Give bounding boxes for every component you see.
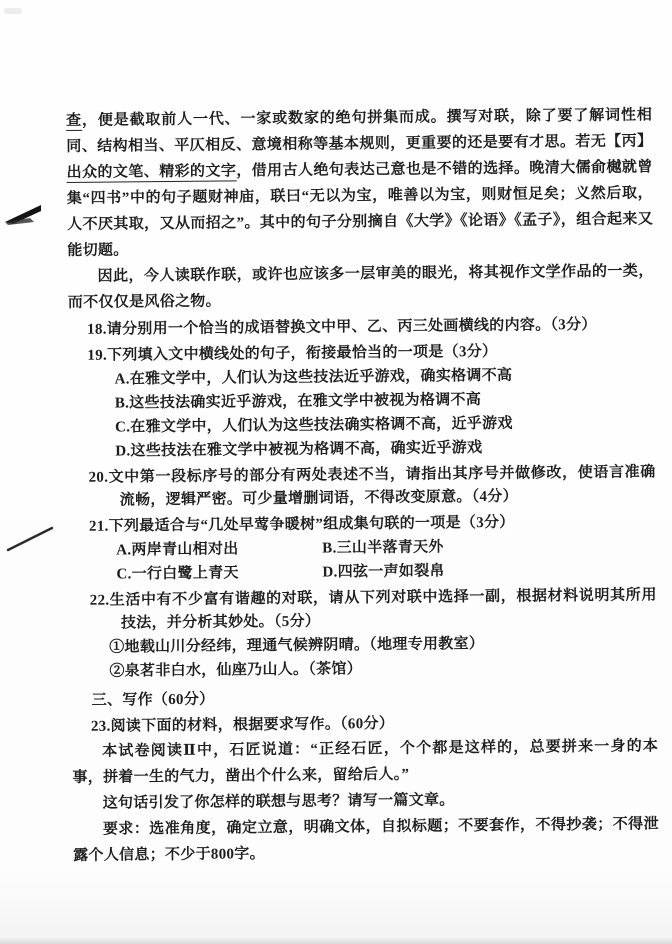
scan-artifact-corner-speck (4, 8, 22, 14)
scan-bottom-shadow (0, 937, 672, 944)
section-3-heading: 三、写作（60分） (91, 691, 215, 709)
question-21-option-a: A.两岸青山相对出 (116, 541, 239, 559)
question-23-stem: 23.阅读下面的材料，根据要求写作。（60分） (90, 715, 395, 735)
question-19-option-c: C.在雅文学中，人们认为这些技法确实格调不高，近乎游戏 (114, 415, 513, 436)
question-23-requirements: 要求：选准角度，确定立意，明确文体，自拟标题；不要套作，不得抄袭；不得泄露个人信息；不少于800字。 (73, 816, 659, 864)
question-19-option-a: A.在雅文学中，人们认为这些技法近乎游戏，确实格调不高 (114, 367, 513, 388)
question-21-options-row-2 (70, 558, 656, 587)
question-21-option-c: C.一行白鹭上青天 (116, 565, 239, 583)
exam-text-column (66, 102, 659, 869)
scan-artifact-stroke (0, 524, 60, 554)
question-22-couplet-1: ①地载山川分经纬，理通气候辨阴晴。（地理专用教室） (109, 636, 485, 656)
continuation-paragraph (66, 102, 653, 264)
question-19-option-b: B.这些技法确实近乎游戏，在雅文学中被视为格调不高 (114, 392, 482, 412)
question-22-stem: 22.生活中有不少富有谐趣的对联，请从下列对联中选择一副，根据材料说明其所用技法，并分析其妙处。（5分） (89, 587, 657, 632)
scan-artifact-wedge (0, 196, 46, 230)
question-21-option-b: B.三山半落青天外 (322, 539, 444, 557)
question-23-material: 本试卷阅读Ⅱ中，石匠说道：“正经石匠，个个都是这样的，总要拼来一身的本事，拼着一生的气力，凿出个什么来，留给后人。” (72, 738, 659, 786)
question-21-stem: 21.下列最适合与“几处早莺争暖树”组成集句联的一项是（3分） (88, 514, 515, 535)
question-21-option-d: D.四弦一声如裂帛 (322, 563, 445, 581)
question-19-stem: 19.下列填入文中横线处的句子，衔接最恰当的一项是（3分） (87, 343, 498, 364)
question-19-option-d: D.这些技法在雅文学中被视为格调不高，确实近乎游戏 (115, 440, 483, 460)
underlined-phrase: 出众的文笔、精彩的文字 (66, 163, 237, 181)
question-20: 20.文中第一段标序号的部分有两处表述不当，请指出其序号并做修改，使语言准确流畅，逻辑严密。可少量增删词语，不得改变原意。（4分） (88, 464, 656, 509)
question-18: 18.请分别用一个恰当的成语替换文中甲、乙、丙三处画横线的内容。（3分） (87, 316, 597, 338)
paragraph-text-a: ，便是截取前人一代、一家或数家的绝句拼集而成。撰写对联，除了要了解词性相同、结构相当、平仄相反、意境相称等基本规则，更重要的还是要有才思。若无【丙】 (66, 107, 653, 155)
underlined-lead-char: 查 (66, 112, 83, 129)
question-22-couplet-2: ②泉茗非白水，仙座乃山人。（茶馆） (109, 661, 363, 680)
paragraph-text-c: ，借用古人绝句表达己意也是不错的选择。晚清大儒俞樾就曾集“四书”中的句子题财神庙，联曰“无以为宝，唯善以为宝，则财恒足矣；义然后取，人不厌其取，又从而招之”。其中的句子分别摘自《大学》《论语》《孟子》，组合起来又能切题。 (66, 159, 654, 259)
question-23-prompt: 这句话引发了你怎样的联想与思考？请写一篇文章。 (102, 792, 455, 812)
closing-paragraph: 因此，今人读联作联，或许也应该多一层审美的眼光，将其视作文学作品的一类，而不仅仅是风俗之物。 (67, 263, 654, 311)
